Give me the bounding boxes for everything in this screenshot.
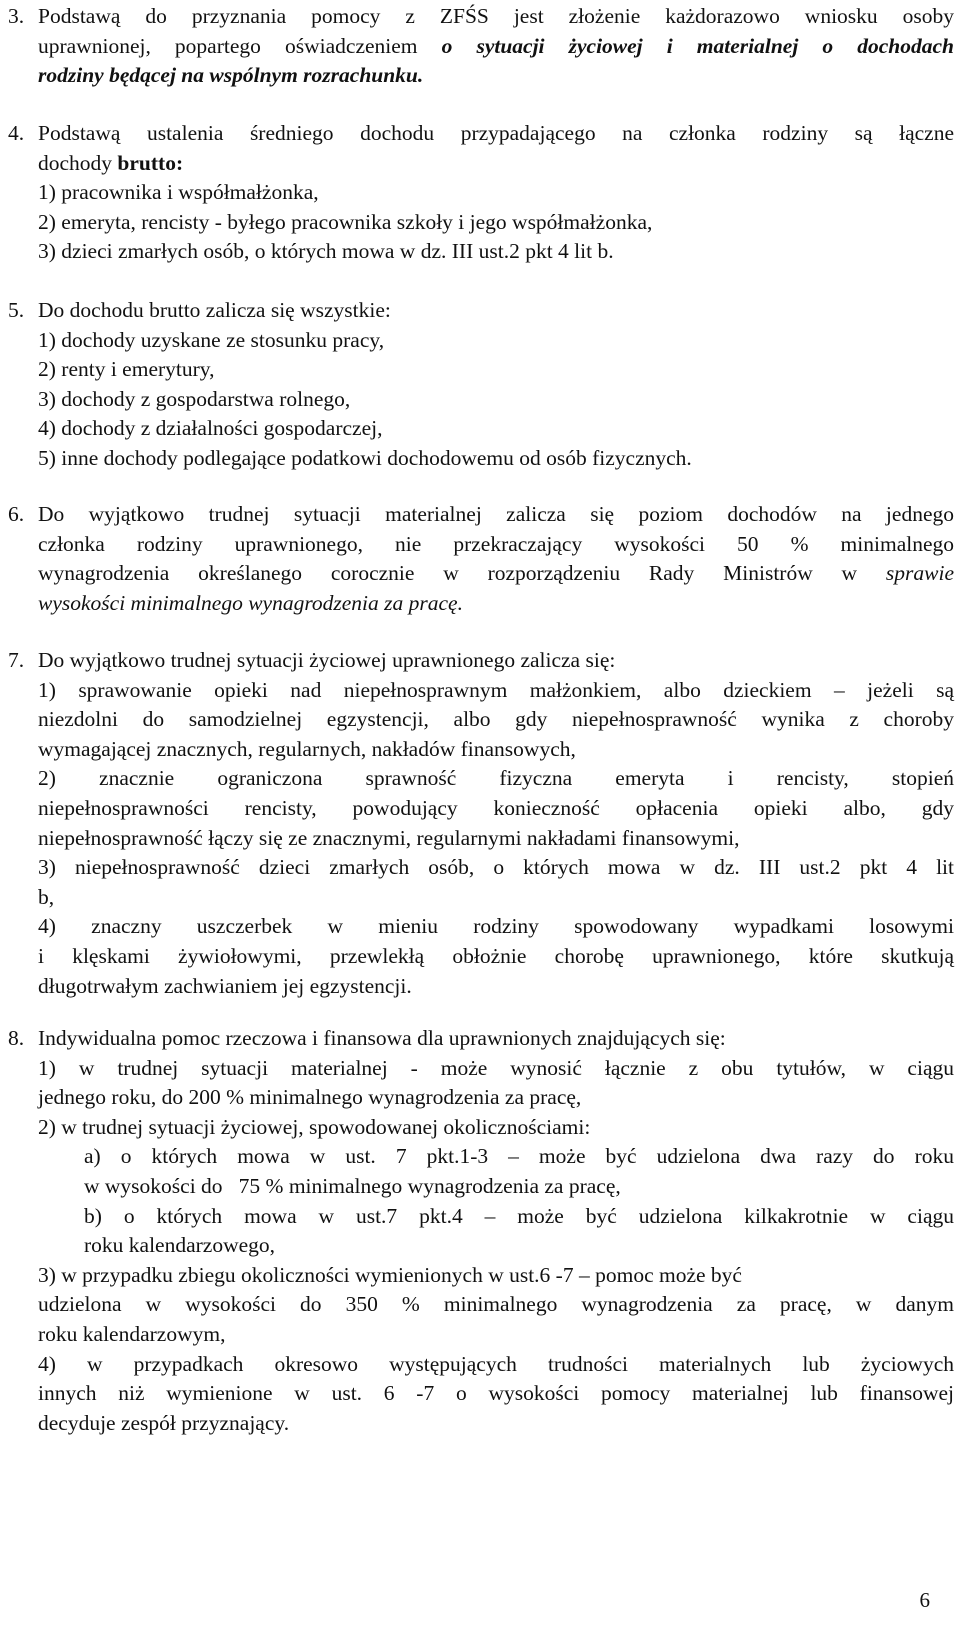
section-4	[8, 119, 954, 267]
list-item: 2) renty i emerytury,	[38, 357, 215, 382]
section-3-line-1: 3. Podstawą do przyznania pomocy z ZFŚS jest złożenie każdorazowo wniosku osoby	[8, 2, 954, 32]
section-number: 5.	[8, 298, 25, 322]
section-5-line-1: 5. Do dochodu brutto zalicza się wszystkie:	[8, 296, 954, 326]
section-7-line-1: 7. Do wyjątkowo trudnej sytuacji życiowej uprawnionego zalicza się:	[8, 646, 954, 676]
page-number: 6	[919, 1588, 930, 1612]
list-item: 2) emeryta, rencisty - byłego pracownika szkoły i jego współmałżonka,	[38, 209, 653, 234]
list-item: wymagającej znacznych, regularnych, nakładów finansowych,	[38, 736, 576, 761]
section-number: 6.	[8, 502, 25, 526]
list-item: decyduje zespół przyznający.	[38, 1410, 290, 1435]
section-6-line-4: wysokości minimalnego wynagrodzenia za pracę.	[38, 590, 463, 615]
list-item: 2) znacznie ograniczona sprawność fizyczna emeryta i rencisty, stopień	[38, 766, 954, 791]
list-item: b,	[38, 884, 55, 909]
list-item: 4) w przypadkach okresowo występujących trudności materialnych lub życiowych	[38, 1351, 954, 1376]
list-item: 3) dochody z gospodarstwa rolnego,	[38, 386, 351, 411]
section-7	[8, 646, 954, 1001]
section-8-line-1: 8. Indywidualna pomoc rzeczowa i finansowa dla uprawnionych znajdujących się:	[8, 1024, 954, 1054]
section-number: 8.	[8, 1026, 25, 1050]
list-item: roku kalendarzowego,	[84, 1233, 276, 1258]
section-8	[8, 1024, 954, 1438]
section-4-line-1: 4. Podstawą ustalenia średniego dochodu przypadającego na członka rodziny są łączne	[8, 119, 954, 149]
section-3-line-3: rodziny będącej na wspólnym rozrachunku.	[38, 63, 424, 88]
list-item: i klęskami żywiołowymi, przewlekłą obłożnie chorobę uprawnionego, które skutkują	[38, 943, 954, 968]
list-item: 3) niepełnosprawność dzieci zmarłych osób, o których mowa w dz. III ust.2 pkt 4 lit	[38, 855, 954, 880]
list-item: jednego roku, do 200 % minimalnego wynagrodzenia za pracę,	[38, 1085, 582, 1110]
list-item: roku kalendarzowym,	[38, 1321, 226, 1346]
section-number: 3.	[8, 4, 25, 28]
list-item: długotrwałym zachwianiem jej egzystencji.	[38, 973, 412, 998]
list-item: 4) dochody z działalności gospodarczej,	[38, 416, 383, 441]
section-3-line-2: uprawnionej, popartego oświadczeniem o sytuacji życiowej i materialnej o dochodach	[38, 33, 954, 58]
list-item: niezdolni do samodzielnej egzystencji, albo gdy niepełnosprawność wynika z choroby	[38, 707, 954, 732]
list-item: 1) pracownika i współmałżonka,	[38, 180, 319, 205]
section-number: 7.	[8, 648, 25, 672]
list-item: 1) w trudnej sytuacji materialnej - może wynosić łącznie z obu tytułów, w ciągu	[38, 1055, 954, 1080]
list-item: udzielona w wysokości do 350 % minimalnego wynagrodzenia za pracę, w danym	[38, 1292, 954, 1317]
list-item: w wysokości do 75 % minimalnego wynagrodzenia za pracę,	[84, 1173, 621, 1198]
list-item: 5) inne dochody podlegające podatkowi dochodowemu od osób fizycznych.	[38, 445, 692, 470]
list-item: 4) znaczny uszczerbek w mieniu rodziny spowodowany wypadkami losowymi	[38, 914, 954, 939]
section-5	[8, 296, 954, 474]
list-item: 1) dochody uzyskane ze stosunku pracy,	[38, 327, 385, 352]
list-item: niepełnosprawności rencisty, powodujący konieczność opłacenia opieki albo, gdy	[38, 795, 954, 820]
list-item: 3) w przypadku zbiegu okoliczności wymienionych w ust.6 -7 – pomoc może być	[38, 1262, 742, 1287]
list-item: b) o których mowa w ust.7 pkt.4 – może być udzielona kilkakrotnie w ciągu	[84, 1203, 954, 1228]
section-6	[8, 500, 954, 618]
list-item: 3) dzieci zmarłych osób, o których mowa w dz. III ust.2 pkt 4 lit b.	[38, 239, 614, 264]
list-item: 1) sprawowanie opieki nad niepełnosprawnym małżonkiem, albo dzieckiem – jeżeli są	[38, 677, 954, 702]
section-6-line-1: 6. Do wyjątkowo trudnej sytuacji materialnej zalicza się poziom dochodów na jednego	[8, 500, 954, 530]
list-item: 2) w trudnej sytuacji życiowej, spowodowanej okolicznościami:	[38, 1114, 591, 1139]
section-4-line-2: dochody brutto:	[38, 150, 184, 175]
section-number: 4.	[8, 121, 25, 145]
section-6-line-2: członka rodziny uprawnionego, nie przekraczający wysokości 50 % minimalnego	[38, 531, 954, 556]
list-item: niepełnosprawność łączy się ze znacznymi, regularnymi nakładami finansowymi,	[38, 825, 740, 850]
section-6-line-3: wynagrodzenia określanego corocznie w rozporządzeniu Rady Ministrów w sprawie	[38, 561, 954, 586]
list-item: innych niż wymienione w ust. 6 -7 o wysokości pomocy materialnej lub finansowej	[38, 1381, 954, 1406]
list-item: a) o których mowa w ust. 7 pkt.1-3 – może być udzielona dwa razy do roku	[84, 1144, 954, 1169]
section-3	[8, 2, 954, 91]
